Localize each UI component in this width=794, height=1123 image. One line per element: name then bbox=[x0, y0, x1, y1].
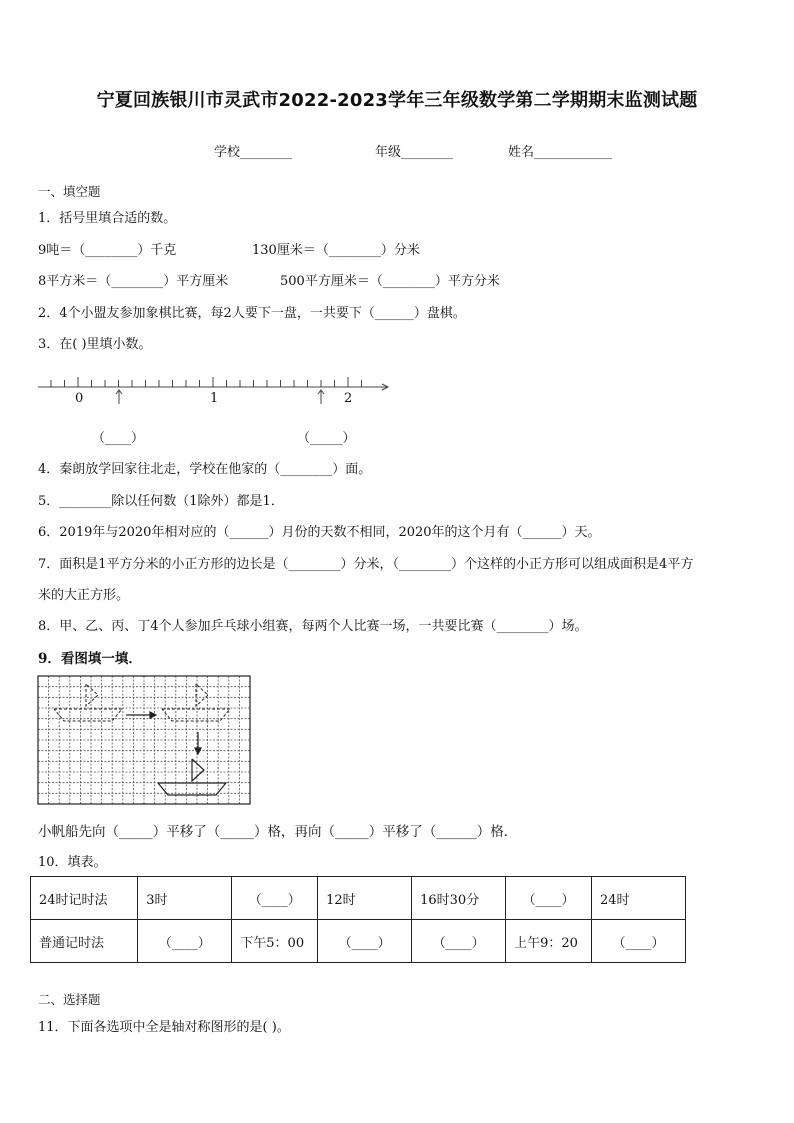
table-cell[interactable]: （____） bbox=[138, 920, 232, 963]
question-2: 2．4个小盟友参加象棋比赛，每2人要下一盘，一共要下（______）盘棋。 bbox=[38, 306, 466, 321]
table-cell: 16时30分 bbox=[412, 877, 506, 920]
table-cell[interactable]: （____） bbox=[591, 920, 685, 963]
section-heading: 二、选择题 bbox=[38, 992, 101, 1007]
question-9-stem: 9．看图填一填． bbox=[38, 651, 142, 667]
translation-arrow-down bbox=[195, 732, 201, 754]
question-10-stem: 10．填表。 bbox=[38, 855, 107, 870]
page-title: 宁夏回族银川市灵武市2022-2023学年三年级数学第二学期期末监测试题 bbox=[96, 90, 698, 111]
question-7-line-2: 米的大正方形。 bbox=[38, 588, 130, 603]
question-1-item: 8平方米＝（________）平方厘米 bbox=[38, 274, 229, 289]
table-cell: 下午5：00 bbox=[232, 920, 318, 963]
question-3-stem: 3．在( )里填小数。 bbox=[38, 337, 152, 352]
section-heading: 一、填空题 bbox=[38, 184, 101, 199]
tick-label-2: 2 bbox=[344, 391, 353, 406]
question-9-answer: 小帆船先向（_____）平移了（_____）格，再向（_____）平移了（______）格． bbox=[38, 824, 518, 840]
grade-field[interactable]: 年级________ bbox=[375, 145, 454, 160]
question-1-item: 9吨＝（________）千克 bbox=[38, 243, 177, 258]
question-4: 4．秦朗放学回家往北走，学校在他家的（________）面。 bbox=[38, 462, 372, 477]
question-7-line-1: 7．面积是1平方分米的小正方形的边长是（________）分米，（________）个这样的小正方形可以组成面积是4平方 bbox=[38, 557, 694, 572]
question-8: 8．甲、乙、丙、丁4个人参加乒乓球小组赛，每两个人比赛一场，一共要比赛（________）场。 bbox=[38, 619, 588, 634]
question-6: 6．2019年与2020年相对应的（______）月份的天数不相同，2020年的这个月有（______）天。 bbox=[38, 525, 601, 540]
table-cell: 3时 bbox=[138, 877, 232, 920]
table-row bbox=[31, 920, 686, 963]
table-cell[interactable]: （____） bbox=[506, 877, 592, 920]
time-conversion-table bbox=[30, 876, 686, 963]
sailboat-moved bbox=[162, 684, 230, 721]
table-cell[interactable]: （____） bbox=[412, 920, 506, 963]
table-row bbox=[31, 877, 686, 920]
table-cell: 24时 bbox=[591, 877, 685, 920]
school-field[interactable]: 学校________ bbox=[214, 145, 293, 160]
table-cell[interactable]: （____） bbox=[232, 877, 318, 920]
tick-label-0: 0 bbox=[75, 391, 84, 406]
sailboat-final bbox=[158, 759, 226, 795]
question-11: 11．下面各选项中全是轴对称图形的是( )。 bbox=[38, 1020, 290, 1035]
table-cell: 普通记时法 bbox=[31, 920, 138, 963]
question-1-stem: 1．括号里填合适的数。 bbox=[38, 211, 177, 226]
name-field[interactable]: 姓名____________ bbox=[508, 145, 613, 160]
sailboat-grid-figure bbox=[38, 676, 252, 806]
question-5: 5．________除以任何数（1除外）都是1． bbox=[38, 494, 284, 509]
number-line-blank-b[interactable]: （_____） bbox=[297, 431, 356, 446]
table-cell[interactable]: （____） bbox=[318, 920, 412, 963]
table-cell: 上午9：20 bbox=[506, 920, 592, 963]
question-1-item: 500平方厘米＝（________）平方分米 bbox=[280, 274, 500, 289]
table-cell: 24时记时法 bbox=[31, 877, 138, 920]
number-line bbox=[0, 0, 794, 460]
tick-label-1: 1 bbox=[210, 391, 219, 406]
table-cell: 12时 bbox=[318, 877, 412, 920]
translation-arrow-right bbox=[126, 712, 156, 718]
number-line-blank-a[interactable]: （____） bbox=[92, 431, 145, 446]
question-1-item: 130厘米＝（________）分米 bbox=[252, 243, 420, 258]
